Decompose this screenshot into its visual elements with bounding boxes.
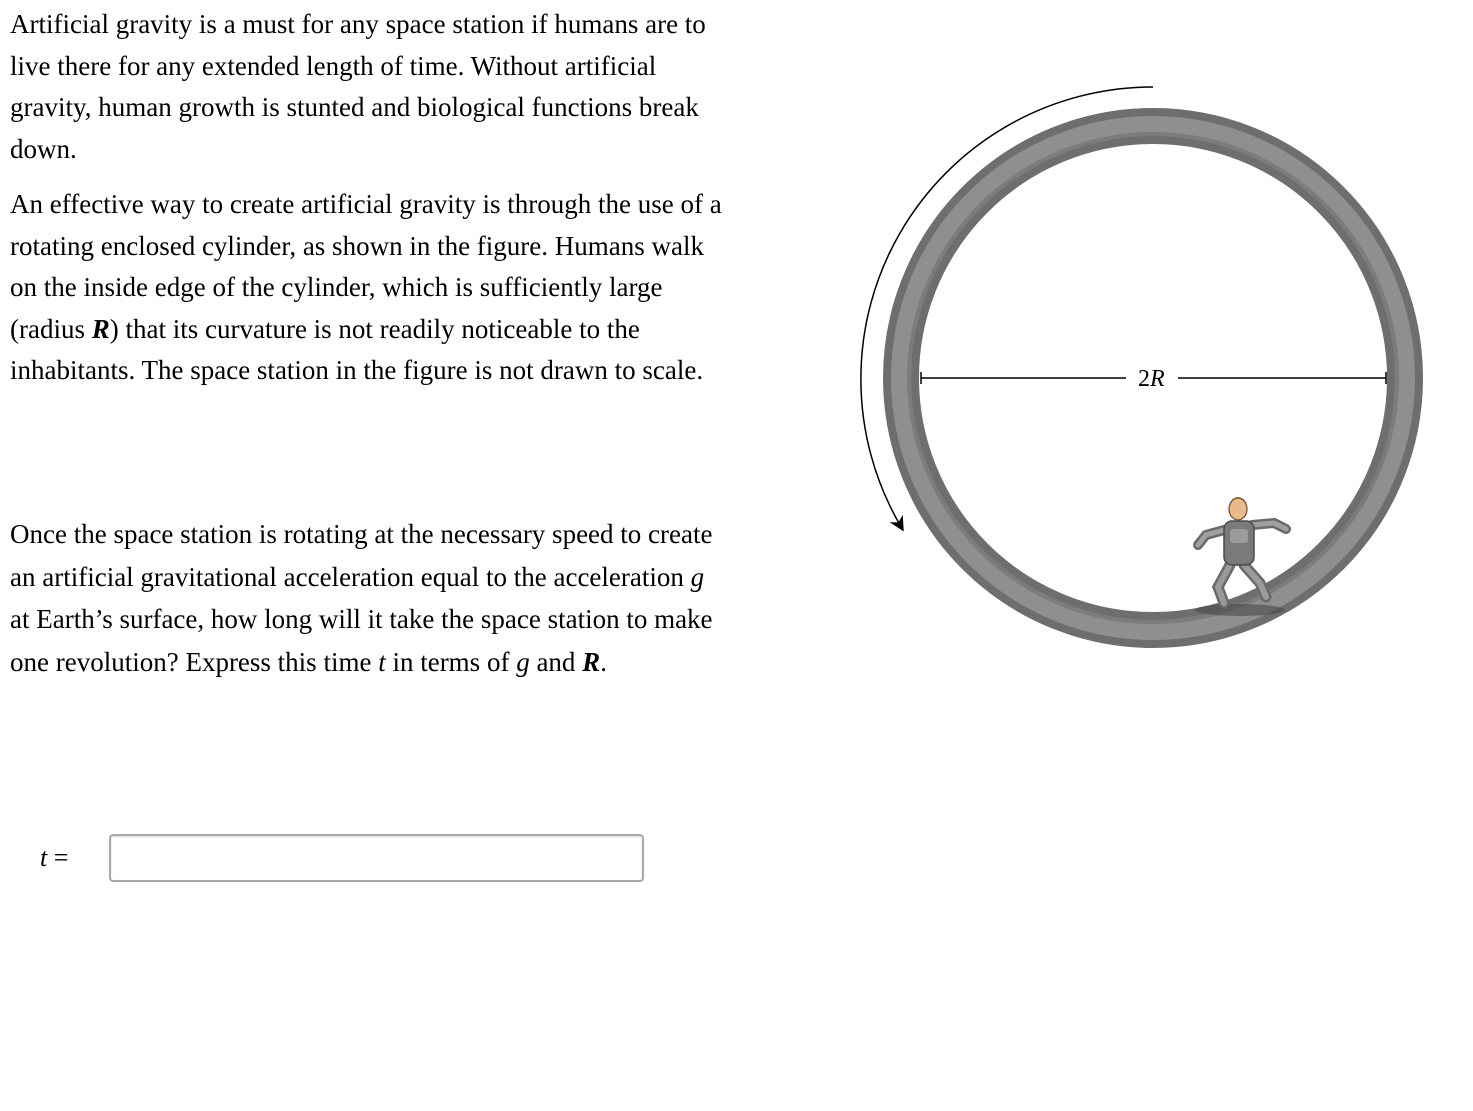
- cylinder-text-1: An effective way to create artificial gravity is through the use of a rotating enclosed cylinder, as shown in the figure. Humans walk on the inside edge of the cylinder, which is sufficiently large (radius: [10, 189, 722, 344]
- diameter-label: [1138, 366, 1165, 392]
- answer-variable: t: [40, 843, 48, 872]
- answer-input[interactable]: [109, 834, 644, 882]
- answer-equals: =: [47, 843, 69, 872]
- question-text-3: in terms of: [385, 646, 517, 677]
- diameter-label-number: 2: [1138, 366, 1150, 392]
- space-station-figure: [840, 70, 1440, 670]
- variable-R-2: R: [582, 646, 601, 677]
- variable-t: t: [378, 646, 386, 677]
- diameter-measure: [921, 366, 1386, 392]
- variable-g-2: g: [516, 646, 530, 677]
- problem-paragraph-cylinder: [10, 184, 730, 392]
- diameter-label-variable: R: [1150, 366, 1165, 392]
- intro-text: Artificial gravity is a must for any space station if humans are to live there for any extended length of time. Without artificial gravity, human growth is stunted and biological functions break down.: [10, 9, 706, 164]
- answer-label: [40, 840, 68, 876]
- question-text-2: at Earth’s surface, how long will it take the space station to make one revolution? Express this time: [10, 604, 713, 677]
- question-text-4: and: [529, 646, 583, 677]
- variable-R: R: [91, 313, 110, 344]
- cylinder-text-2: ) that its curvature is not readily noticeable to the inhabitants. The space station in the figure is not drawn to scale.: [10, 313, 704, 385]
- question-text-1: Once the space station is rotating at the necessary speed to create an artificial gravitational acceleration equal to the acceleration: [10, 519, 713, 592]
- problem-paragraph-question: [10, 513, 730, 683]
- problem-paragraph-intro: [10, 4, 730, 170]
- variable-g: g: [690, 561, 705, 592]
- question-text-5: .: [600, 646, 607, 677]
